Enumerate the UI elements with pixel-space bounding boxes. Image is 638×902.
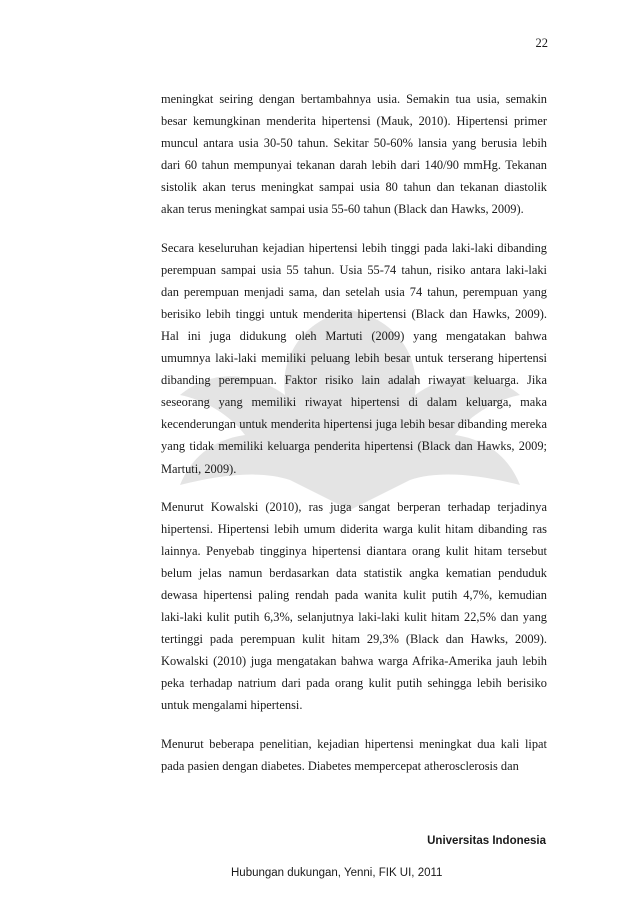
university-label: Universitas Indonesia: [427, 835, 546, 847]
page-number: 22: [535, 36, 548, 50]
paragraph-3: Menurut Kowalski (2010), ras juga sangat berperan terhadap terjadinya hipertensi. Hipertensi lebih umum diderita warga kulit hitam dibanding ras lainnya. Penyebab tingginya hipertensi diantara orang kulit hitam tersebut belum jelas namun berdasarkan data statistik angka kematian penduduk dewasa hipertensi paling rendah pada wanita kulit putih 4,7%, kemudian laki-laki kulit putih 6,3%, selanjutnya laki-laki kulit hitam 22,5% dan yang tertinggi pada perempuan kulit hitam 29,3% (Black dan Hawks, 2009). Kowalski (2010) juga mengatakan bahwa warga Afrika-Amerika jauh lebih peka terhadap natrium dari pada orang kulit putih sehingga lebih berisiko untuk mengalami hipertensi.: [161, 499, 547, 713]
paragraph-2: Secara keseluruhan kejadian hipertensi lebih tinggi pada laki-laki dibanding perempuan sampai usia 55 tahun. Usia 55-74 tahun, risiko antara laki-laki dan perempuan menjadi sama, dan setelah usia 74 tahun, perempuan yang berisiko lebih tinggi untuk menderita hipertensi (Black dan Hawks, 2009). Hal ini juga didukung oleh Martuti (2009) yang mengatakan bahwa umumnya laki-laki memiliki peluang lebih besar untuk terserang hipertensi dibanding perempuan. Faktor risiko lain adalah riwayat keluarga. Jika seseorang yang memiliki riwayat hipertensi di dalam keluarga, maka kecenderungan untuk menderita hipertensi juga lebih besar dibanding mereka yang tidak memiliki keluarga penderita hipertensi (Black dan Hawks, 2009; Martuti, 2009).: [161, 240, 547, 476]
paragraph-1: meningkat seiring dengan bertambahnya usia. Semakin tua usia, semakin besar kemungkinan menderita hipertensi (Mauk, 2010). Hipertensi primer muncul antara usia 30-50 tahun. Sekitar 50-60% lansia yang berusia lebih dari 60 tahun mempunyai tekanan darah lebih dari 140/90 mmHg. Tekanan sistolik akan terus meningkat sampai usia 80 tahun dan tekanan diastolik akan terus meningkat sampai usia 55-60 tahun (Black dan Hawks, 2009).: [161, 92, 547, 217]
paragraph-4: Menurut beberapa penelitian, kejadian hipertensi meningkat dua kali lipat pada pasien dengan diabetes. Diabetes mempercepat atherosclerosis dan: [161, 736, 547, 773]
body-text: [161, 88, 547, 793]
footer-citation: Hubungan dukungan, Yenni, FIK UI, 2011: [231, 867, 443, 879]
